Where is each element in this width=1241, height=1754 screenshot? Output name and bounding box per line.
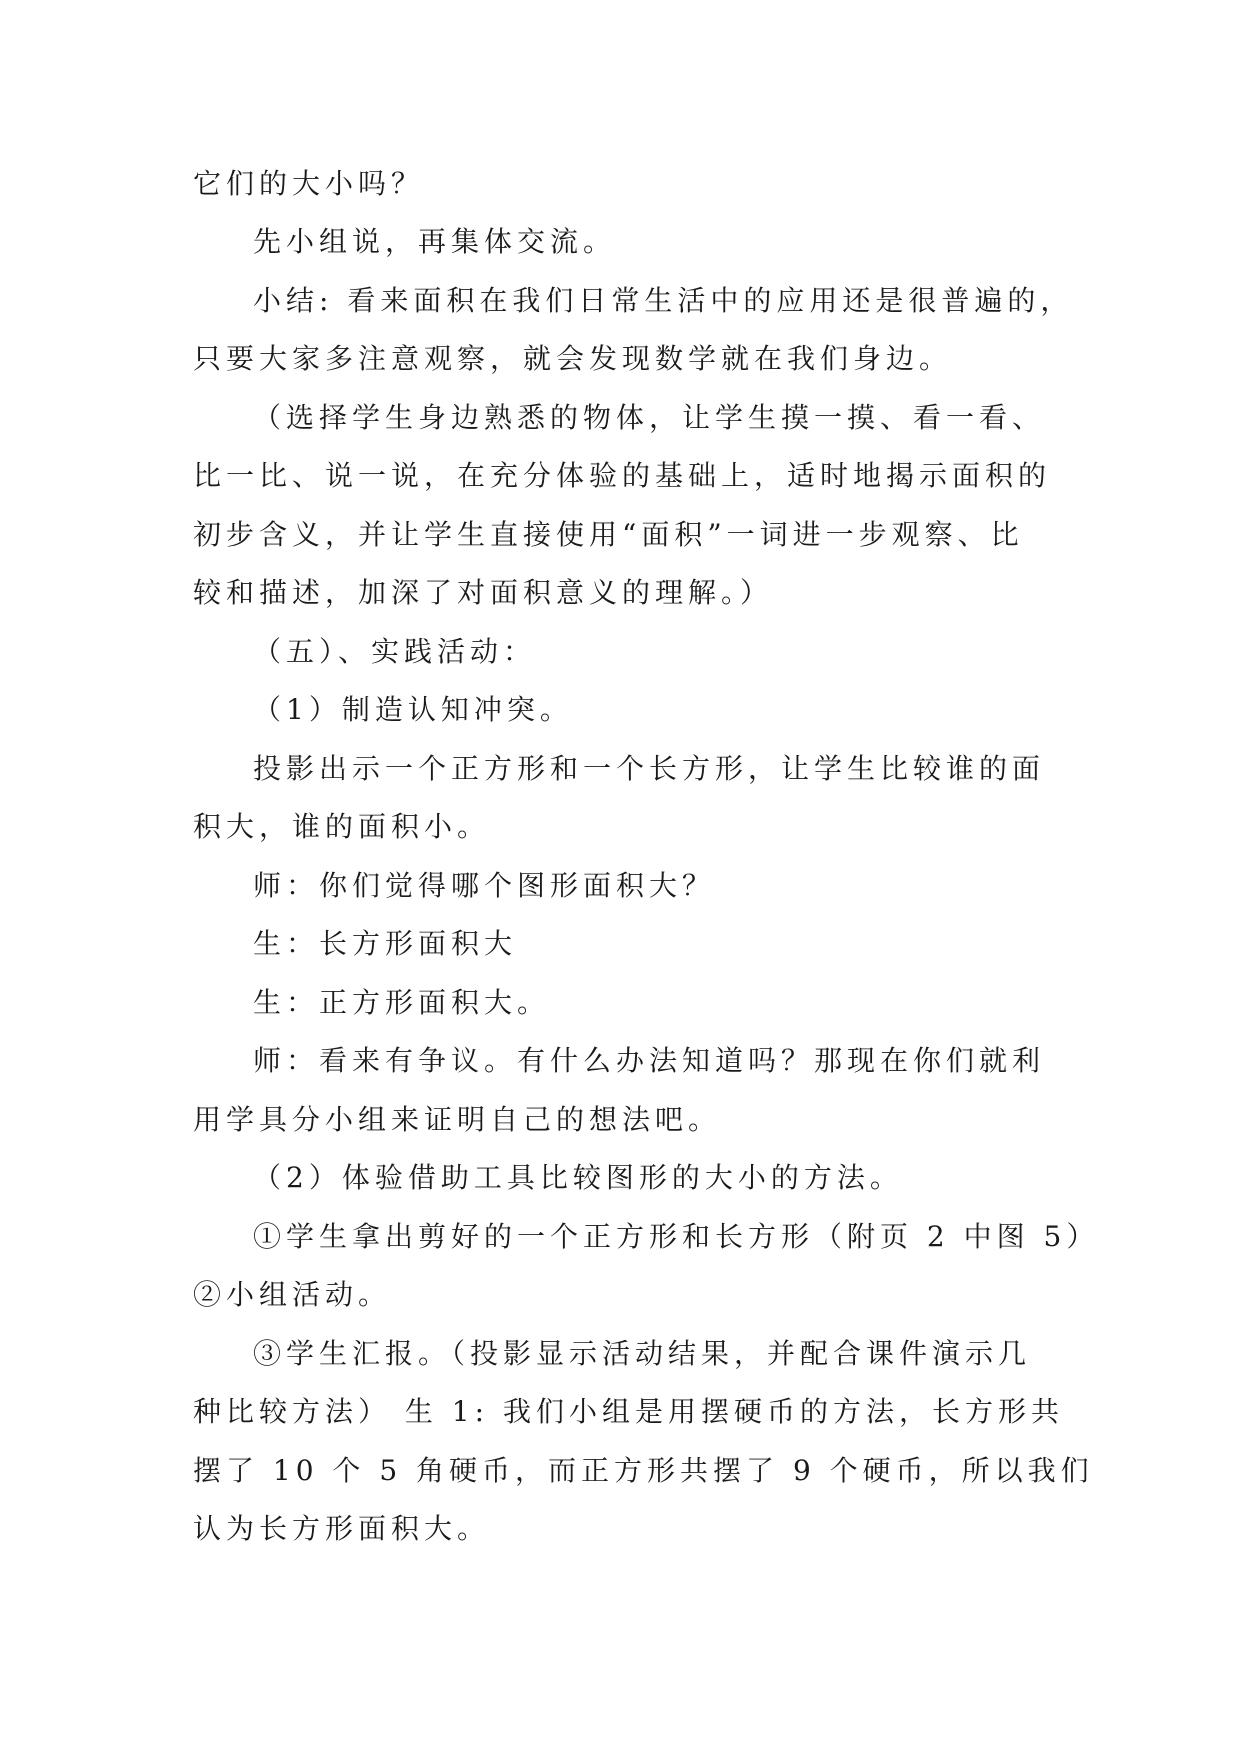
text-line-4: 只要大家多注意观察，就会发现数学就在我们身边。: [193, 342, 953, 375]
text-line-7: 初步含义，并让学生直接使用“面积”一词进一步观察、比: [193, 518, 1024, 551]
text-line-23: 摆了 10 个 5 角硬币，而正方形共摆了 9 个硬币，所以我们: [193, 1454, 1094, 1487]
text-line-14: 生：长方形面积大: [253, 927, 518, 960]
text-line-6: 比一比、说一说，在充分体验的基础上，适时地揭示面积的: [193, 459, 1052, 492]
text-line-22: 种比较方法） 生 1: 我们小组是用摆硬币的方法，长方形共: [193, 1395, 1064, 1428]
text-line-8: 较和描述，加深了对面积意义的理解。）: [193, 576, 774, 609]
text-line-16: 师：看来有争议。有什么办法知道吗？那现在你们就利: [253, 1044, 1046, 1077]
text-line-1: 它们的大小吗？: [193, 167, 425, 200]
text-line-18: （2）体验借助工具比较图形的大小的方法。: [253, 1161, 903, 1194]
text-line-13: 师：你们觉得哪个图形面积大？: [253, 869, 716, 902]
text-line-12: 积大，谁的面积小。: [193, 810, 491, 843]
text-line-5: （选择学生身边熟悉的物体，让学生摸一摸、看一看、: [253, 401, 1046, 434]
text-line-3: 小结: 看来面积在我们日常生活中的应用还是很普遍的，: [253, 284, 1074, 317]
text-line-19: ①学生拿出剪好的一个正方形和长方形（附页 2 中图 5）: [253, 1220, 1100, 1253]
text-line-17: 用学具分小组来证明自己的想法吧。: [193, 1103, 722, 1136]
text-line-20: ②小组活动。: [193, 1278, 392, 1311]
text-line-21: ③学生汇报。（投影显示活动结果，并配合课件演示几: [253, 1337, 1032, 1370]
text-line-11: 投影出示一个正方形和一个长方形，让学生比较谁的面: [253, 752, 1046, 785]
text-line-15: 生：正方形面积大。: [253, 986, 551, 1019]
text-line-2: 先小组说，再集体交流。: [253, 225, 617, 258]
section-heading-practice: （五）、实践活动：: [253, 635, 537, 668]
text-line-24: 认为长方形面积大。: [193, 1512, 491, 1545]
text-line-10: （1）制造认知冲突。: [253, 693, 573, 726]
